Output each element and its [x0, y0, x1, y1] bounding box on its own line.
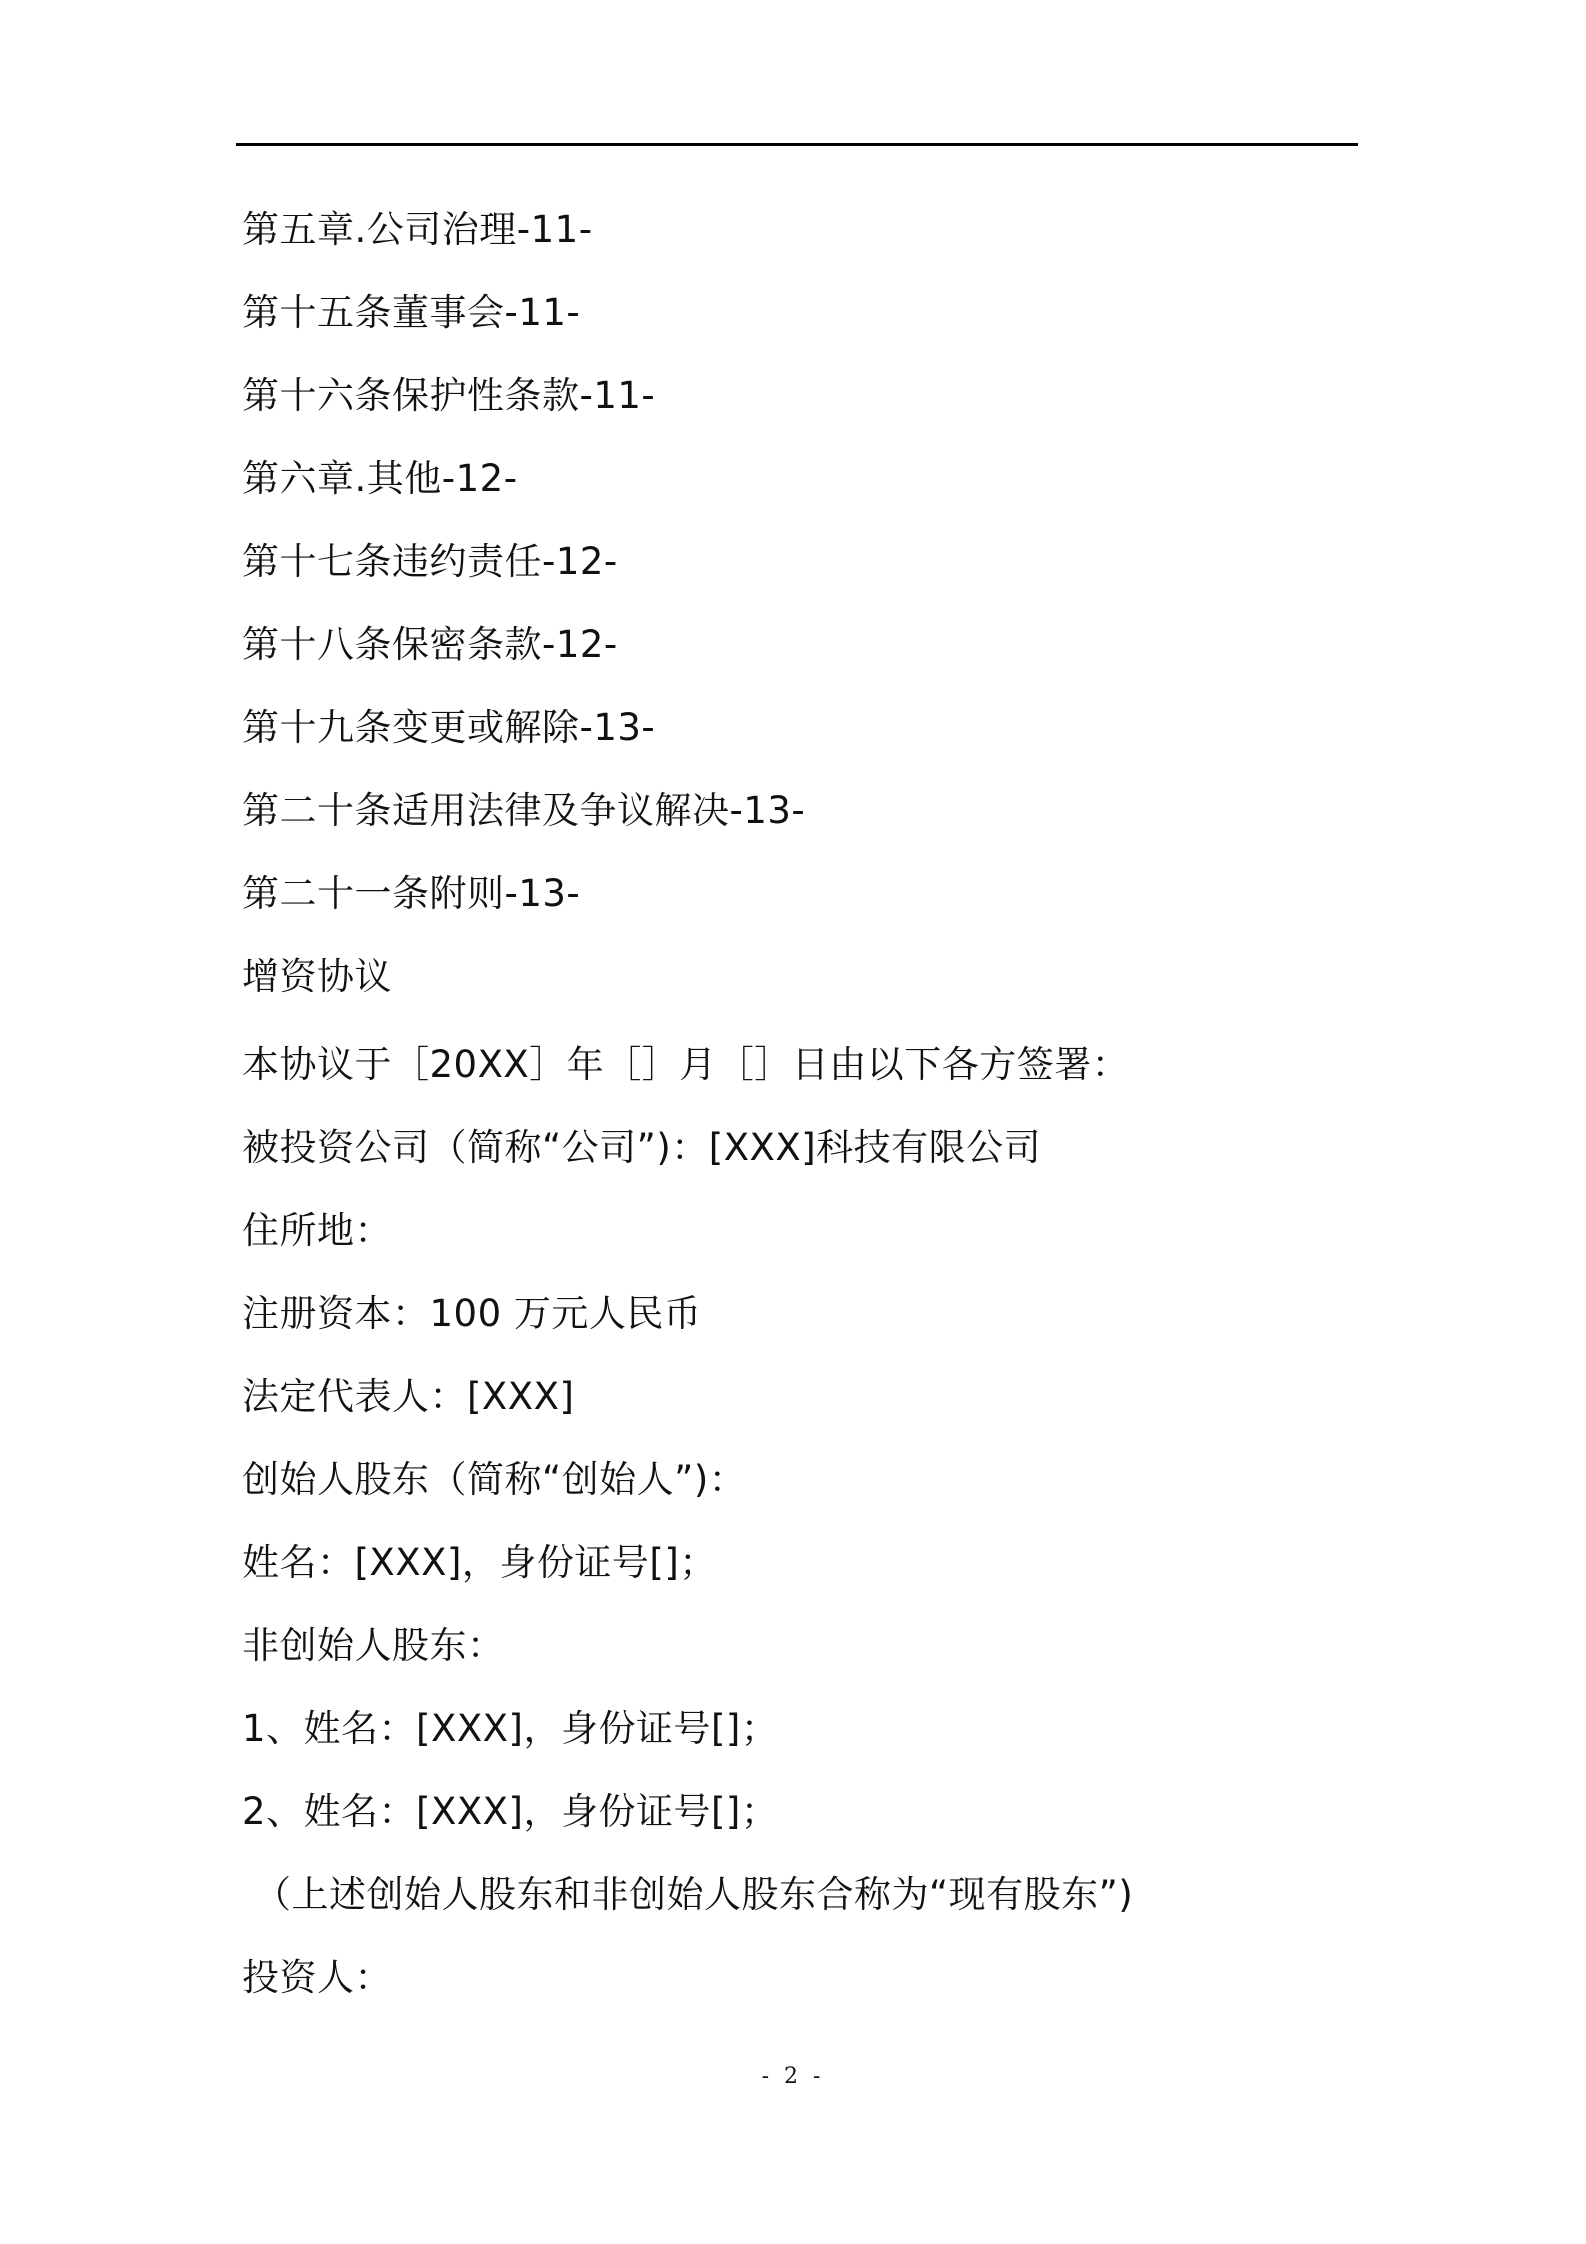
toc-entry: 第六章.其他-12- [242, 457, 518, 500]
toc-entry: 第十八条保密条款-12- [242, 623, 618, 666]
agreement-intro: 本协议于［20XX］年［］月［］日由以下各方签署： [242, 1043, 1130, 1086]
toc-entry: 第十七条违约责任-12- [242, 540, 618, 583]
founder-heading: 创始人股东（简称“创始人”)： [242, 1458, 747, 1501]
non-founder-heading: 非创始人股东： [242, 1624, 505, 1667]
registered-capital: 注册资本：100 万元人民币 [242, 1292, 702, 1335]
non-founder-item: 1、姓名：[XXX]，身份证号[]； [242, 1707, 779, 1750]
investor-label: 投资人： [242, 1956, 392, 1999]
legal-representative: 法定代表人：[XXX] [242, 1375, 575, 1418]
toc-entry: 第二十一条附则-13- [242, 872, 581, 915]
toc-entry: 第二十条适用法律及争议解决-13- [242, 789, 806, 832]
founder-name: 姓名：[XXX]，身份证号[]； [242, 1541, 717, 1584]
agreement-title: 增资协议 [242, 955, 392, 998]
address-label: 住所地： [242, 1209, 392, 1252]
toc-entry: 第十九条变更或解除-13- [242, 706, 656, 749]
non-founder-item: 2、姓名：[XXX]，身份证号[]； [242, 1790, 779, 1833]
page-number: - 2 - [761, 2064, 825, 2089]
toc-entry: 第十五条董事会-11- [242, 291, 581, 334]
toc-entry: 第十六条保护性条款-11- [242, 374, 656, 417]
company-line: 被投资公司（简称“公司”)：[XXX]科技有限公司 [242, 1126, 1042, 1169]
header-rule [236, 143, 1358, 146]
toc-entry: 第五章.公司治理-11- [242, 208, 593, 251]
shareholders-note: （上述创始人股东和非创始人股东合称为“现有股东”) [254, 1873, 1134, 1916]
